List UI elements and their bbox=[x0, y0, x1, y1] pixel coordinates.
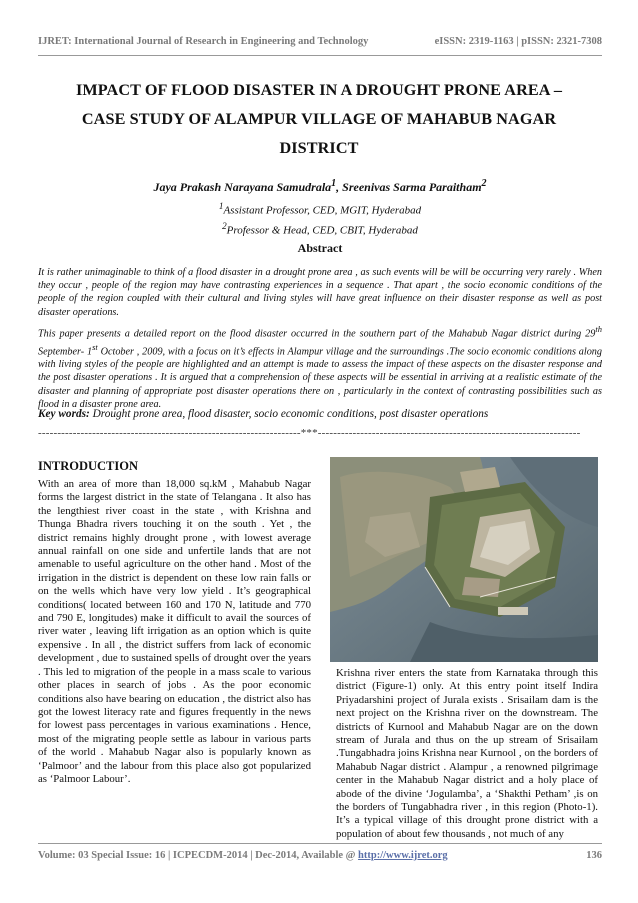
aerial-photo bbox=[330, 457, 598, 662]
author-1-sup: 1 bbox=[331, 178, 337, 189]
abstract-paragraph-1: It is rather unimaginable to think of a flood disaster in a drought prone area , as such events will be will be occurring very rarely . When they occur , people of the region may have contrasting experiences in a sequence . That apart , the socio economic conditions of the people of the region coupled with their cultural and living styles will have great influence on their disaster response as well as post disaster operations. bbox=[38, 267, 602, 318]
introduction-right-column: Krishna river enters the state from Karnataka through this district (Figure-1) only. At this entry point itself Indira Priyadarshini project of Jurala exists . Srisailam dam is the next project on the Krishna river on the downstream. The districts of Kurnool and Mahabub Nagar are on the down stream of Jurala and thus on the up stream of Srisailam .Tungabhadra joins Krishna near Kurnool , on the borders of Mahabub Nagar district . Alampur , a renowned pilgrimage center in the Mahabub Nagar district and a holy place of abode of the divine ‘Jogulamba’, a ‘Shakthi Petham’ ,is on the borders of Tungabhadra river , in this region (Photo-1). It’s a typical village of this drought prone district with a population of about few thousands , not much of any bbox=[336, 667, 598, 840]
affiliation-1 bbox=[38, 199, 602, 219]
journal-name: IJRET: International Journal of Research in Engineering and Technology bbox=[38, 36, 369, 47]
abstract-heading: Abstract bbox=[297, 241, 343, 255]
abstract-p2-sup-1: th bbox=[595, 324, 602, 334]
abstract-p2-part-c: October , 2009, with a focus on it’s effects in Alampur village and the surroundings .The socio economic conditions along with living styles of the people are highlighted and an attempt is made to assess the impact of these aspects on the disaster response and the post disaster operations . It is argued that a comprehension of these aspects will be essential in arriving at a realistic estimate of the disaster and planning of appropriate post disaster operations there on , particularly in the context of contrasting possibilities such as flood in a disaster prone area. bbox=[38, 345, 602, 410]
affiliations bbox=[38, 199, 602, 238]
footer-volume bbox=[38, 850, 448, 861]
keywords-label: Key words: bbox=[38, 408, 90, 420]
title-line-3: DISTRICT bbox=[279, 139, 359, 157]
title-line-1: IMPACT OF FLOOD DISASTER IN A DROUGHT PRONE AREA – bbox=[75, 81, 563, 99]
footer-divider bbox=[38, 843, 602, 844]
introduction-heading: INTRODUCTION bbox=[38, 459, 139, 473]
author-1: Jaya Prakash Narayana Samudrala bbox=[153, 180, 332, 194]
abstract-paragraph-2 bbox=[38, 323, 602, 411]
introduction-left-column: With an area of more than 18,000 sq.kM , Mahabub Nagar forms the largest district in the state of Telangana . It also has the lengthiest river coast in the state , with Krishna and Thunga Bhadra rivers touching it on the south . Yet , the district remains highly drought prone , with lowest average annual rainfall on one side and unfertile lands that are not amenable to useful agriculture on the other hand . Most of the irrigation in the district is dependent on these low rain falls or on the wells which have very low yield . It’s geographical conditions( located between 160 and 170 N, latitude and 770 and 790 E, longitudes) make it difficult to avail the sources of river water , leaving lift irrigation as an option which is quite expensive . In all , the district suffers from lack of economic development , due to sustained spells of drought over the years . This led to migration of the people in a mass scale to various other places in search of jobs . As the poor economic conditions also have bearing on education , the district also has got the lowest literacy rate and figures frequently in the news for lowest pass percentages in various examinations . Hence, most of the migrating people settle as labour in various parts of the world . Mahabub Nagar also is popularly known as ‘Palmoor’ and the labour from this place also got popularized as ‘Palmoor Labour’. bbox=[38, 478, 311, 785]
section-separator: --------------------------------------------------------------------***-------------------------------------------------------------------- bbox=[38, 427, 581, 439]
journal-issn: eISSN: 2319-1163 | pISSN: 2321-7308 bbox=[434, 36, 602, 47]
keywords-text: Drought prone area, flood disaster, socio economic conditions, post disaster operations bbox=[89, 408, 489, 420]
footer-volume-text: Volume: 03 Special Issue: 16 | ICPECDM-2014 | Dec-2014, Available @ bbox=[38, 850, 359, 861]
page-number: 136 bbox=[586, 850, 602, 861]
affiliation-1-text: Assistant Professor, CED, MGIT, Hyderabad bbox=[223, 204, 422, 217]
footer-url-link[interactable]: http://www.ijret.org bbox=[358, 850, 448, 861]
author-2: Sreenivas Sarma Paraitham bbox=[342, 180, 482, 194]
paper-title bbox=[50, 76, 588, 163]
header-divider bbox=[38, 55, 602, 56]
affiliation-2-sup: 2 bbox=[222, 220, 227, 231]
author-separator: , bbox=[336, 180, 343, 194]
author-list bbox=[38, 178, 602, 195]
affiliation-2-text: Professor & Head, CED, CBIT, Hyderabad bbox=[226, 224, 418, 237]
abstract-p2-part-b: September- 1 bbox=[38, 345, 93, 357]
title-line-2: CASE STUDY OF ALAMPUR VILLAGE OF MAHABUB NAGAR bbox=[81, 110, 557, 128]
keywords bbox=[38, 408, 602, 420]
abstract-p2-sup-2: st bbox=[92, 341, 98, 352]
author-2-sup: 2 bbox=[481, 178, 487, 189]
abstract-p2-part-a: This paper presents a detailed report on the flood disaster occurred in the southern part of the Mahabub Nagar district during 29 bbox=[38, 328, 596, 340]
affiliation-1-sup: 1 bbox=[218, 201, 224, 211]
affiliation-2 bbox=[38, 219, 602, 239]
